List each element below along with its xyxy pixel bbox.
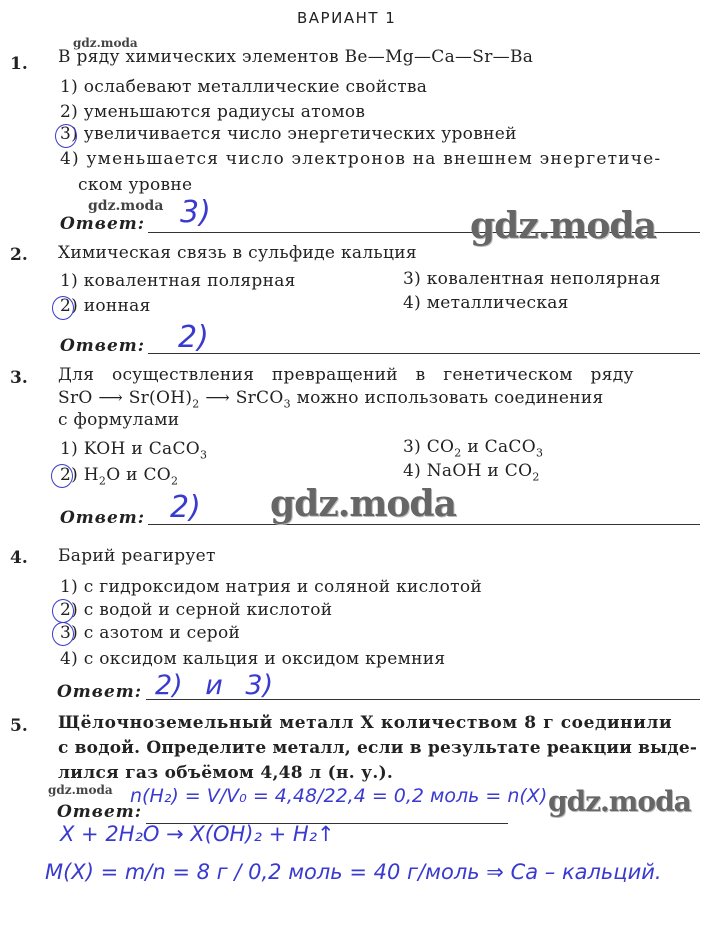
option xyxy=(403,461,540,483)
option: 3) ковалентная неполярная xyxy=(403,269,661,289)
text: O и CO xyxy=(106,465,172,485)
option xyxy=(60,465,178,487)
subscript: 2 xyxy=(532,470,540,484)
option: 2) с водой и серной кислотой xyxy=(60,600,333,620)
question-number: 3. xyxy=(10,368,28,388)
question-text: Химическая связь в сульфиде кальция xyxy=(58,243,417,263)
formula: SrO ⟶ Sr(OH) xyxy=(58,388,193,408)
handwritten-answer: 2) и 3) xyxy=(155,670,274,701)
option: 1) ослабевают металлические свойства xyxy=(60,77,428,97)
handwritten-solution-line: n(H₂) = V/V₀ = 4,48/22,4 = 0,2 моль = n(X) xyxy=(130,785,548,807)
question-number: 2. xyxy=(10,245,28,265)
question-text: с водой. Определите металл, если в результате реакции выде- xyxy=(58,738,698,758)
answer-label: Ответ: xyxy=(60,508,146,528)
watermark: gdz.moda xyxy=(470,205,656,247)
handwritten-answer: 2) xyxy=(170,490,201,525)
text: 1) KOH и CaCO xyxy=(60,439,200,459)
option: 2) ионная xyxy=(60,296,151,316)
subscript: 3 xyxy=(199,448,208,462)
subscript: 3 xyxy=(283,397,291,411)
watermark: gdz.moda xyxy=(270,483,456,525)
text: можно использовать соединения xyxy=(290,388,604,408)
option: 2) уменьшаются радиусы атомов xyxy=(60,102,366,122)
option: 4) с оксидом кальция и оксидом кремния xyxy=(60,649,446,669)
handwritten-solution-line: M(X) = m/n = 8 г / 0,2 моль = 40 г/моль ⇒ Ca – кальций. xyxy=(45,860,662,884)
watermark: gdz.moda xyxy=(548,785,691,818)
subscript: 2 xyxy=(98,474,107,488)
option: ском уровне xyxy=(78,175,193,195)
question-text xyxy=(58,388,604,410)
watermark: gdz.moda xyxy=(73,36,138,50)
answer-label: Ответ: xyxy=(57,682,143,702)
question-number: 4. xyxy=(10,548,28,568)
option xyxy=(403,437,543,459)
option: 4) уменьшается число электронов на внешнем энергетиче- xyxy=(60,149,662,169)
selected-circle xyxy=(55,124,77,148)
subscript: 2 xyxy=(454,446,462,460)
subscript: 2 xyxy=(192,397,200,411)
selected-circle xyxy=(52,599,74,623)
option: 3) увеличивается число энергетических уровней xyxy=(60,124,517,144)
question-text: Щёлочноземельный металл X количеством 8 г соединили xyxy=(58,713,673,733)
question-number: 1. xyxy=(10,54,28,74)
option: 1) с гидроксидом натрия и соляной кислотой xyxy=(60,577,483,597)
selected-circle xyxy=(52,296,74,320)
text: 4) NaOH и CO xyxy=(403,461,533,481)
formula: ⟶ SrCO xyxy=(199,388,284,408)
text: 3) CO xyxy=(403,437,455,457)
question-text: Для осуществления превращений в генетическом ряду xyxy=(58,365,634,385)
answer-line xyxy=(148,353,700,354)
option: 1) ковалентная полярная xyxy=(60,271,296,291)
selected-circle xyxy=(51,464,73,488)
watermark: gdz.moda xyxy=(48,783,113,797)
question-number: 5. xyxy=(10,716,28,736)
page-title: ВАРИАНТ 1 xyxy=(297,9,397,27)
selected-circle xyxy=(52,622,74,646)
answer-label: Ответ: xyxy=(57,802,143,822)
handwritten-answer: 2) xyxy=(178,320,209,355)
question-text: с формулами xyxy=(58,410,180,430)
handwritten-solution-line: X + 2H₂O → X(OH)₂ + H₂↑ xyxy=(60,822,335,846)
watermark: gdz.moda xyxy=(88,198,164,214)
answer-label: Ответ: xyxy=(60,214,146,234)
text: и CaCO xyxy=(461,437,536,457)
answer-label: Ответ: xyxy=(60,336,146,356)
question-text: Барий реагирует xyxy=(58,546,216,566)
question-text: В ряду химических элементов Be—Mg—Ca—Sr—Ba xyxy=(58,47,534,67)
subscript: 2 xyxy=(171,474,179,488)
option xyxy=(60,439,207,461)
text: 2) H xyxy=(60,465,99,485)
option: 3) с азотом и серой xyxy=(60,623,241,643)
option: 4) металлическая xyxy=(403,293,569,313)
question-text: лился газ объёмом 4,48 л (н. у.). xyxy=(58,763,394,783)
handwritten-answer: 3) xyxy=(180,195,211,230)
subscript: 3 xyxy=(535,446,544,460)
